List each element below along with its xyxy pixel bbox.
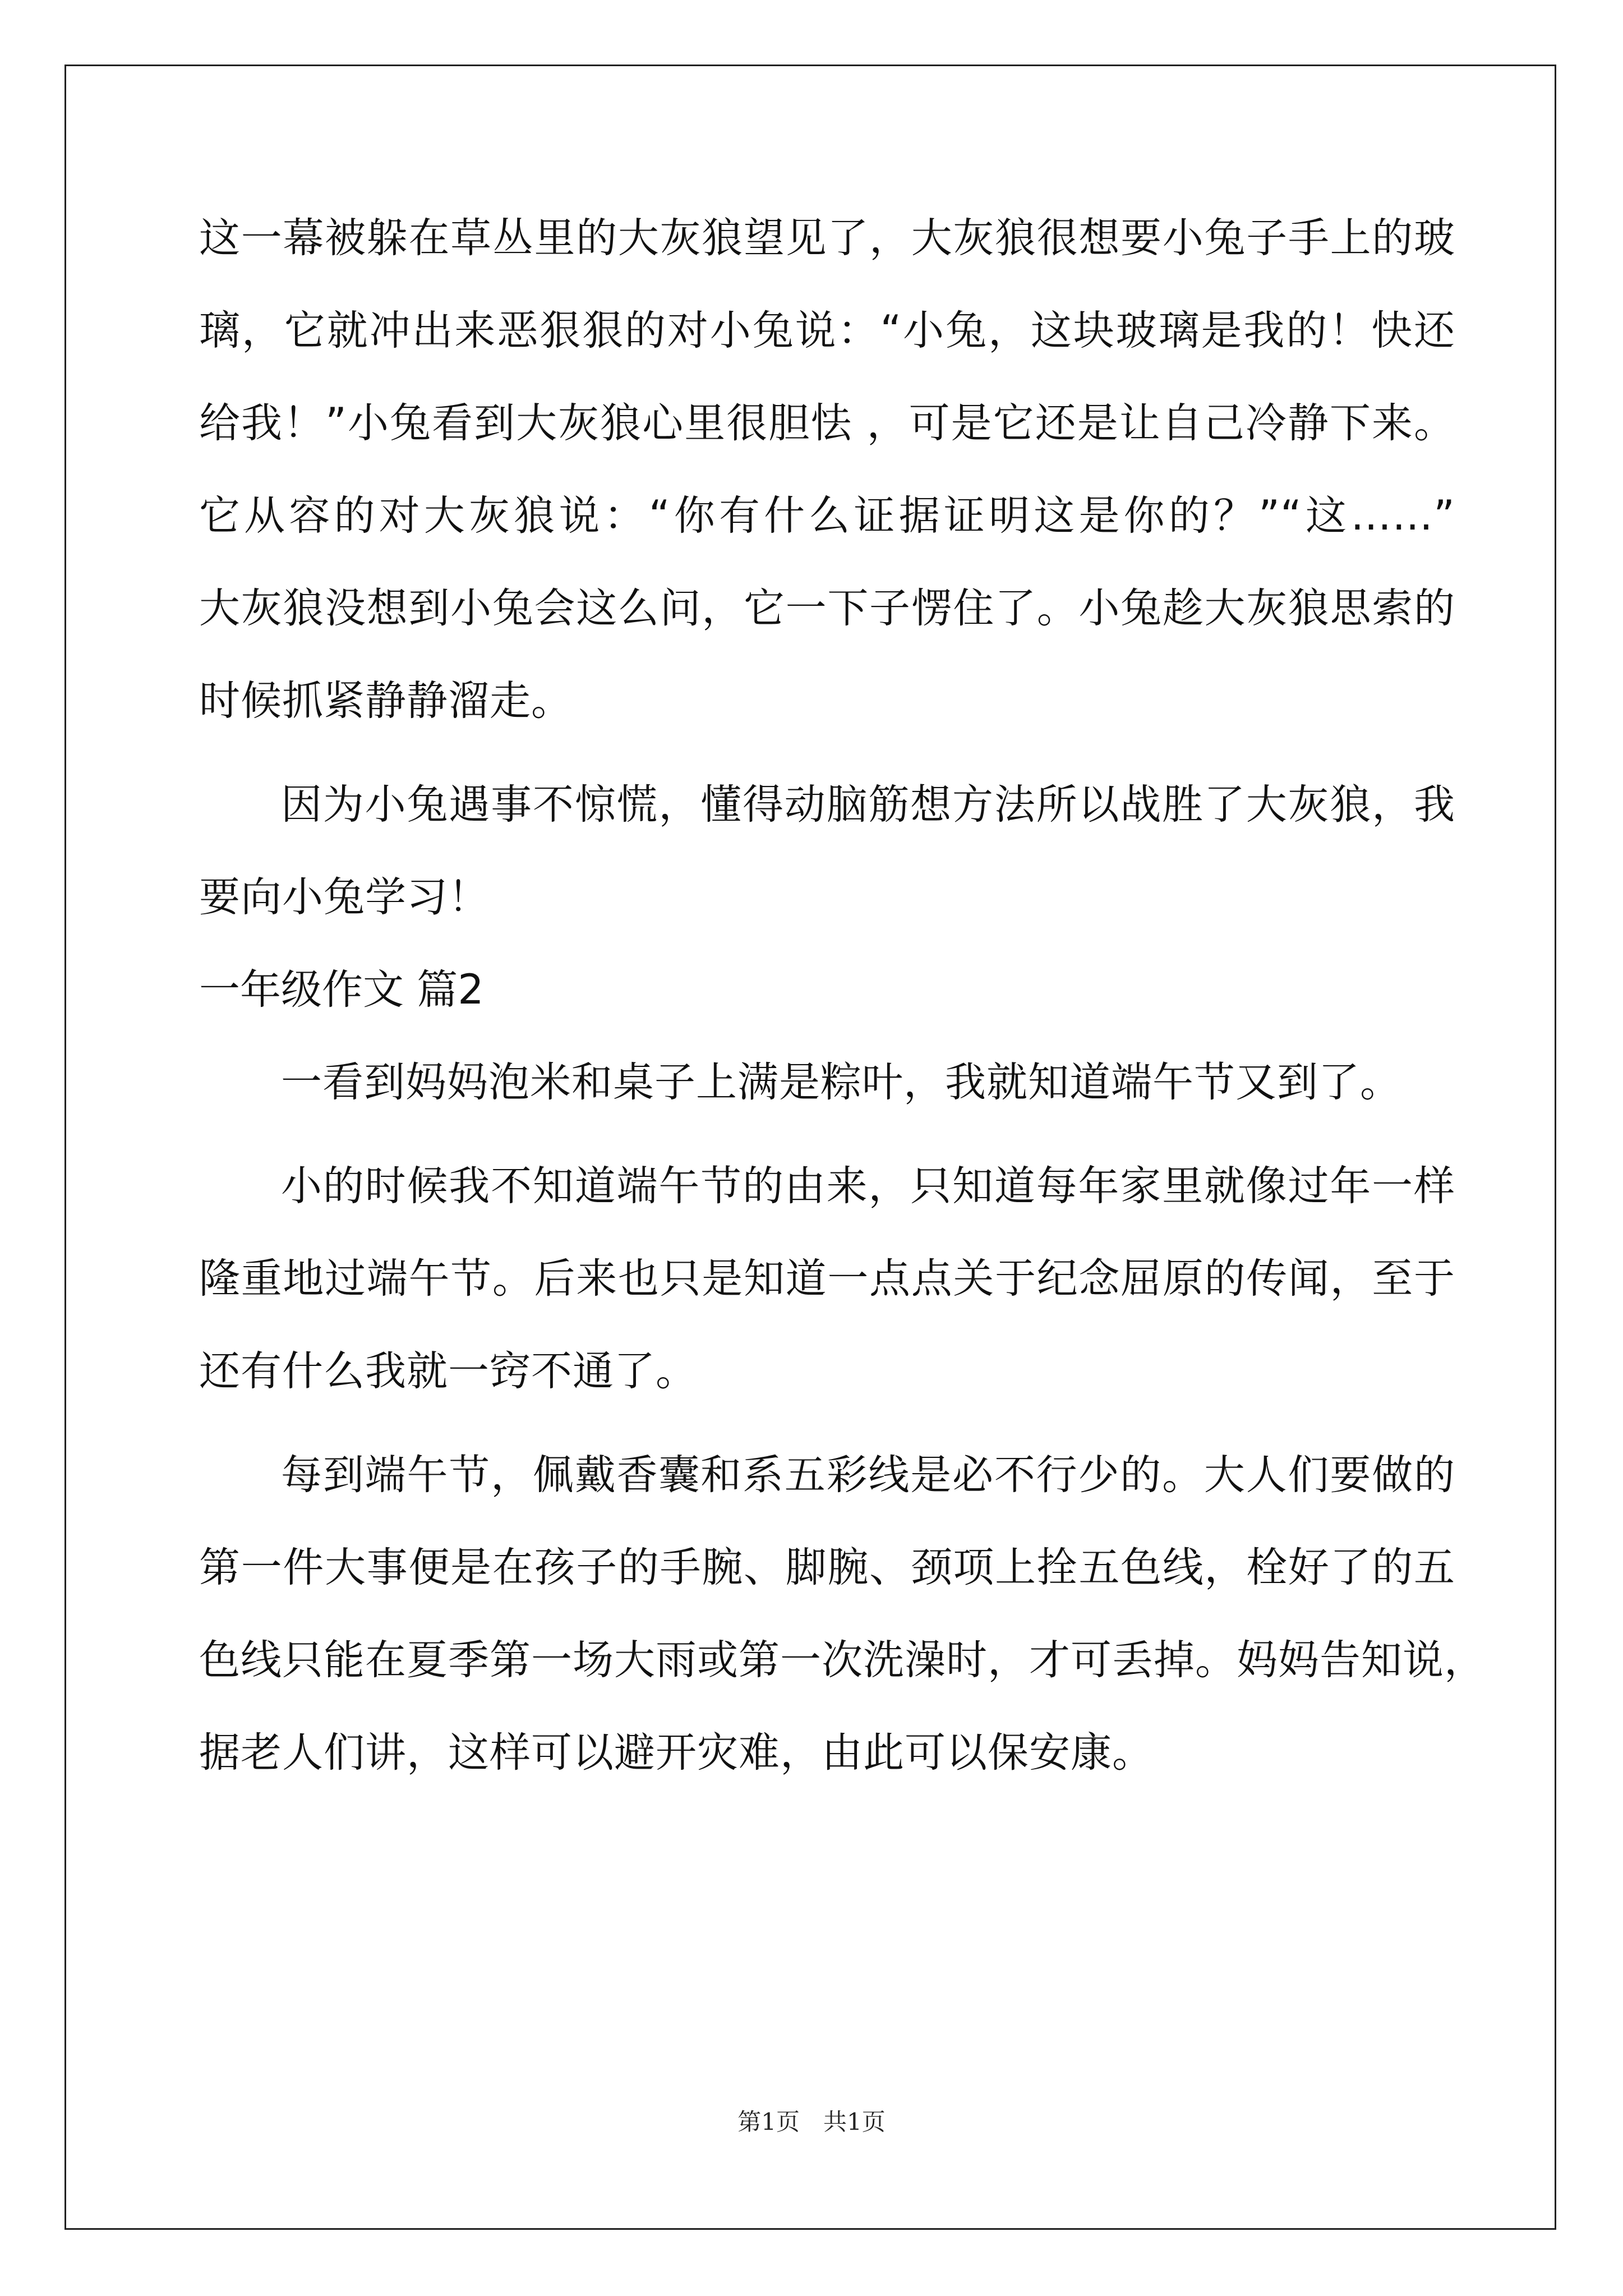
text-line: 据老人们讲，这样可以避开灾难，由此可以保安康。	[199, 1729, 1154, 1777]
page-border	[64, 65, 1556, 2230]
text-line: 每到端午节，佩戴香囊和系五彩线是必不行少的。大人们要做的	[281, 1451, 1455, 1499]
text-line: 要向小兔学习！	[199, 873, 490, 921]
text-line: 这一幕被躲在草丛里的大灰狼望见了，大灰狼很想要小兔子手上的玻	[199, 214, 1455, 262]
text-line: 第一件大事便是在孩子的手腕、脚腕、颈项上拴五色线，栓好了的五	[199, 1544, 1455, 1591]
text-line: 一看到妈妈泡米和桌子上满是粽叶，我就知道端午节又到了。	[281, 1059, 1401, 1106]
text-line: 它从容的对大灰狼说：“你有什么证据证明这是你的？”“这……”	[199, 492, 1455, 540]
text-line: 时候抓紧静静溜走。	[199, 677, 573, 725]
text-line: 大灰狼没想到小兔会这么问，它一下子愣住了。小兔趁大灰狼思索的	[199, 585, 1455, 632]
text-line: 璃，它就冲出来恶狠狠的对小兔说：“小兔，这块玻璃是我的！快还	[199, 307, 1455, 355]
text-line: 隆重地过端午节。后来也只是知道一点点关于纪念屈原的传闻，至于	[199, 1255, 1455, 1303]
text-line: 色线只能在夏季第一场大雨或第一次洗澡时，才可丢掉。妈妈告知说，	[199, 1636, 1486, 1684]
section-heading: 一年级作文 篇2	[199, 966, 484, 1014]
page-footer: 第1页 共1页	[737, 2108, 886, 2136]
text-line: 给我！”小兔看到大灰狼心里很胆怯 ，可是它还是让自己冷静下来。	[199, 399, 1455, 447]
text-line: 还有什么我就一窍不通了。	[199, 1347, 697, 1395]
text-line: 小的时候我不知道端午节的由来，只知道每年家里就像过年一样	[281, 1162, 1455, 1210]
text-line: 因为小兔遇事不惊慌，懂得动脑筋想方法所以战胜了大灰狼，我	[281, 781, 1455, 829]
